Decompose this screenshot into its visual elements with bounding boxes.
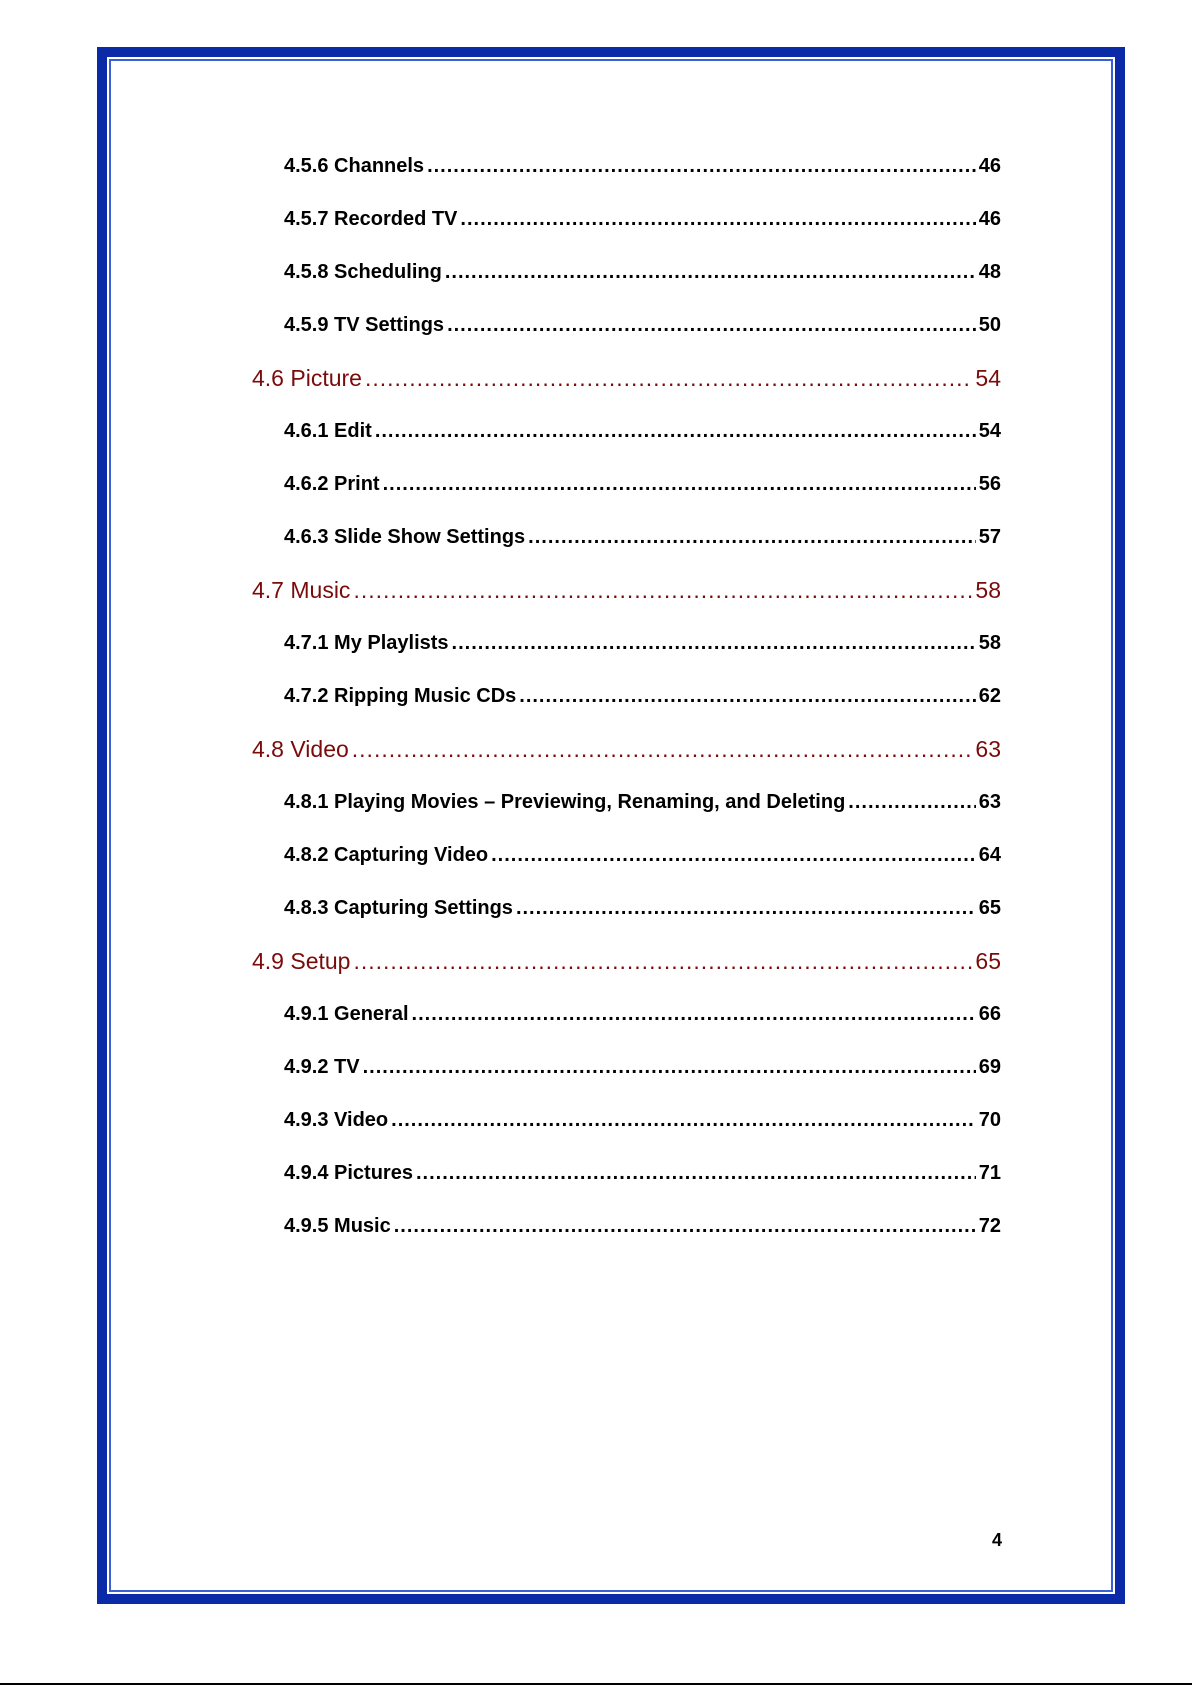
toc-entry-page: 65	[978, 897, 1001, 919]
toc-entry-title: 4.9.5 Music	[284, 1215, 391, 1237]
toc-entry-title: 4.7.2 Ripping Music CDs	[284, 685, 517, 707]
toc-entry-title: 4.8 Video	[252, 736, 349, 762]
toc-entry-title: 4.7.1 My Playlists	[284, 632, 449, 654]
toc-subsection-entry[interactable]	[252, 299, 1001, 352]
toc-dot-leader	[352, 723, 973, 776]
toc-entry-page: 72	[978, 1215, 1001, 1237]
toc-dot-leader	[375, 405, 976, 458]
toc-dot-leader	[394, 1200, 976, 1253]
toc-entry-title: 4.9 Setup	[252, 948, 351, 974]
table-of-contents	[252, 140, 1001, 1253]
toc-dot-leader	[460, 193, 975, 246]
toc-dot-leader	[365, 352, 972, 405]
toc-entry-title: 4.6.1 Edit	[284, 420, 372, 442]
toc-entry-title: 4.8.3 Capturing Settings	[284, 897, 513, 919]
toc-dot-leader	[353, 935, 972, 988]
toc-dot-leader	[848, 776, 975, 829]
toc-entry-title: 4.8.1 Playing Movies – Previewing, Renaming, and Deleting	[284, 791, 846, 813]
toc-section-entry[interactable]	[252, 723, 1001, 776]
toc-subsection-entry[interactable]	[252, 1041, 1001, 1094]
toc-entry-title: 4.8.2 Capturing Video	[284, 844, 489, 866]
toc-entry-page: 50	[978, 314, 1001, 336]
toc-entry-title: 4.9.2 TV	[284, 1056, 360, 1078]
toc-dot-leader	[412, 988, 976, 1041]
toc-entry-page: 65	[975, 948, 1001, 974]
toc-entry-page: 58	[978, 632, 1001, 654]
toc-entry-page: 64	[978, 844, 1001, 866]
toc-entry-page: 57	[978, 526, 1001, 548]
toc-subsection-entry[interactable]	[252, 458, 1001, 511]
toc-subsection-entry[interactable]	[252, 193, 1001, 246]
toc-dot-leader	[427, 140, 976, 193]
toc-subsection-entry[interactable]	[252, 776, 1001, 829]
toc-entry-page: 48	[978, 261, 1001, 283]
toc-entry-page: 62	[978, 685, 1001, 707]
toc-entry-title: 4.9.4 Pictures	[284, 1162, 413, 1184]
toc-dot-leader	[491, 829, 976, 882]
toc-entry-page: 54	[975, 365, 1001, 391]
toc-entry-page: 54	[978, 420, 1001, 442]
toc-entry-page: 46	[978, 155, 1001, 177]
page-number: 4	[991, 1530, 1002, 1550]
toc-entry-title: 4.6.2 Print	[284, 473, 380, 495]
toc-subsection-entry[interactable]	[252, 829, 1001, 882]
toc-entry-page: 69	[978, 1056, 1001, 1078]
toc-entry-page: 46	[978, 208, 1001, 230]
toc-entry-page: 71	[978, 1162, 1001, 1184]
toc-entry-page: 56	[978, 473, 1001, 495]
toc-section-entry[interactable]	[252, 935, 1001, 988]
toc-dot-leader	[353, 564, 972, 617]
toc-entry-page: 58	[975, 577, 1001, 603]
toc-entry-page: 63	[978, 791, 1001, 813]
toc-subsection-entry[interactable]	[252, 1200, 1001, 1253]
toc-dot-leader	[416, 1147, 976, 1200]
toc-dot-leader	[383, 458, 976, 511]
toc-entry-title: 4.9.1 General	[284, 1003, 409, 1025]
toc-entry-page: 70	[978, 1109, 1001, 1131]
toc-subsection-entry[interactable]	[252, 617, 1001, 670]
toc-subsection-entry[interactable]	[252, 1147, 1001, 1200]
toc-dot-leader	[452, 617, 976, 670]
toc-subsection-entry[interactable]	[252, 988, 1001, 1041]
toc-subsection-entry[interactable]	[252, 246, 1001, 299]
toc-subsection-entry[interactable]	[252, 511, 1001, 564]
toc-dot-leader	[516, 882, 976, 935]
toc-subsection-entry[interactable]	[252, 140, 1001, 193]
toc-dot-leader	[391, 1094, 976, 1147]
toc-entry-title: 4.9.3 Video	[284, 1109, 389, 1131]
toc-dot-leader	[445, 246, 976, 299]
toc-entry-page: 66	[978, 1003, 1001, 1025]
toc-subsection-entry[interactable]	[252, 882, 1001, 935]
toc-entry-title: 4.5.8 Scheduling	[284, 261, 442, 283]
toc-subsection-entry[interactable]	[252, 670, 1001, 723]
toc-dot-leader	[447, 299, 976, 352]
toc-section-entry[interactable]	[252, 352, 1001, 405]
toc-entry-title: 4.5.6 Channels	[284, 155, 425, 177]
toc-entry-page: 63	[975, 736, 1001, 762]
toc-entry-title: 4.5.9 TV Settings	[284, 314, 445, 336]
toc-dot-leader	[528, 511, 976, 564]
toc-subsection-entry[interactable]	[252, 405, 1001, 458]
toc-subsection-entry[interactable]	[252, 1094, 1001, 1147]
toc-dot-leader	[363, 1041, 976, 1094]
toc-entry-title: 4.7 Music	[252, 577, 351, 603]
toc-dot-leader	[519, 670, 975, 723]
toc-entry-title: 4.5.7 Recorded TV	[284, 208, 458, 230]
toc-entry-title: 4.6 Picture	[252, 365, 362, 391]
toc-entry-title: 4.6.3 Slide Show Settings	[284, 526, 526, 548]
toc-section-entry[interactable]	[252, 564, 1001, 617]
